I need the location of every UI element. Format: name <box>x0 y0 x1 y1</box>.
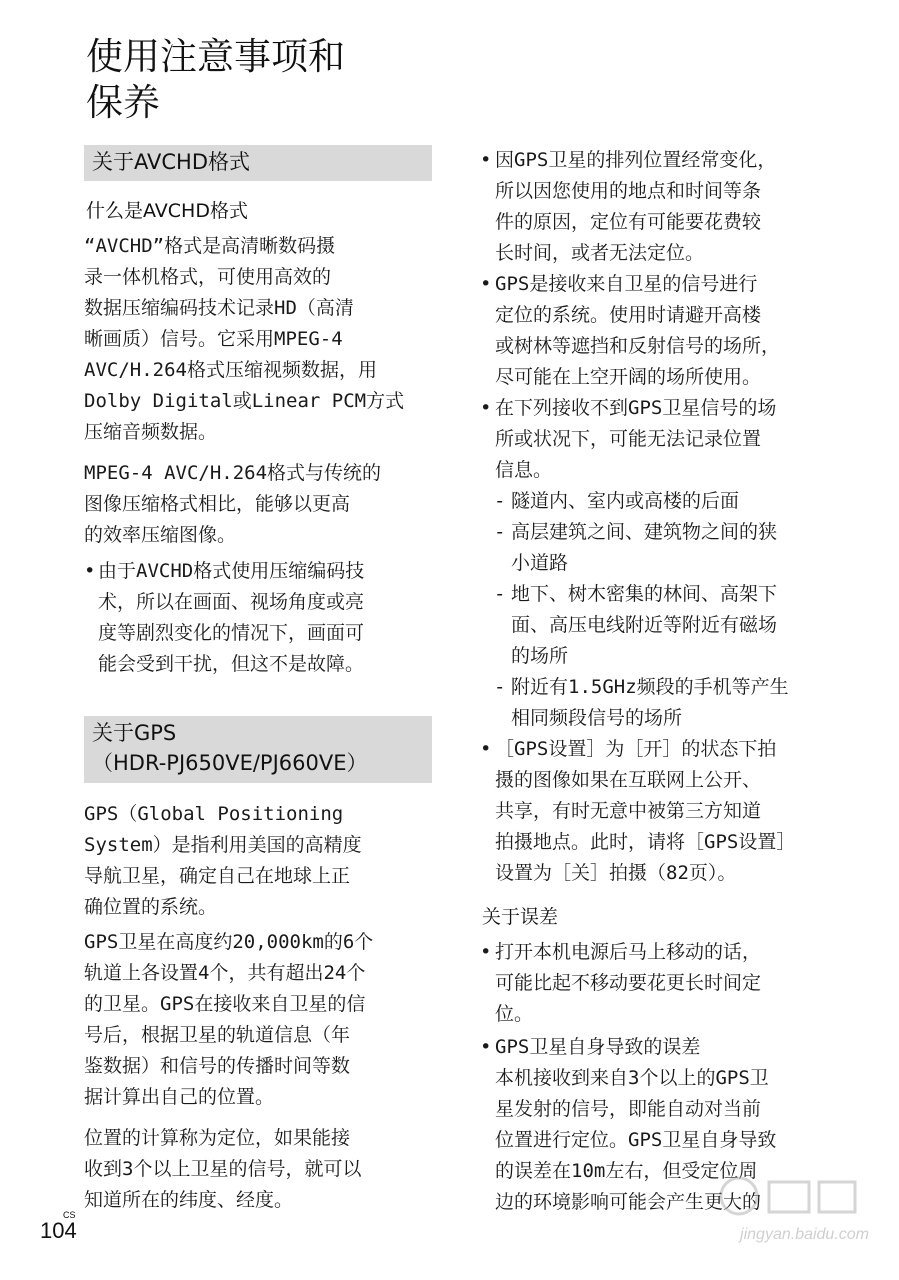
dash-marker: - <box>494 490 506 512</box>
text-line: 确位置的系统。 <box>84 896 218 918</box>
text-line: 术，所以在画面、视场角度或亮 <box>98 591 365 613</box>
bullet-satellite-position <box>495 145 776 269</box>
text-line: 的卫星。GPS在接收来自卫星的信 <box>84 993 366 1015</box>
text-line: 设置为［关］拍摄（82页）。 <box>495 862 737 884</box>
bullet-gps-setting <box>495 734 795 889</box>
page-number: 104 <box>40 1218 77 1243</box>
text-line: 的误差在10m左右，但受定位周 <box>495 1160 758 1182</box>
dash-item-underground <box>511 579 777 672</box>
page-language-code: CS <box>63 1210 76 1220</box>
text-line: 所以因您使用的地点和时间等条 <box>495 180 762 202</box>
text-line: 隧道内、室内或高楼的后面 <box>511 490 740 512</box>
text-line: 可能比起不移动要花更长时间定 <box>495 972 762 994</box>
dash-item-buildings <box>511 517 777 579</box>
text-line: 长时间，或者无法定位。 <box>495 242 705 264</box>
text-line: GPS是接收来自卫星的信号进行 <box>495 273 758 295</box>
subheading-errors: 关于误差 <box>482 906 559 928</box>
bullet-move-after-power <box>495 937 761 1030</box>
section-heading-gps-line-2: （HDR-PJ650VE/PJ660VE） <box>92 751 368 775</box>
text-line: 压缩音频数据。 <box>84 421 218 443</box>
text-line: 导航卫星，确定自己在地球上正 <box>84 865 351 887</box>
text-line: 收到3个以上卫星的信号，就可以 <box>84 1158 362 1180</box>
section-heading-gps-line-1: 关于GPS <box>92 721 177 745</box>
text-line: ［GPS设置］为［开］的状态下拍 <box>495 738 777 760</box>
text-line: 能会受到干扰，但这不是故障。 <box>98 653 365 675</box>
watermark <box>699 1168 869 1258</box>
text-line: 图像压缩格式相比，能够以更高 <box>84 493 351 515</box>
text-line: 定位的系统。使用时请避开高楼 <box>495 304 762 326</box>
text-line: 相同频段信号的场所 <box>511 707 683 729</box>
dash-marker: - <box>494 521 506 543</box>
bullet-marker: • <box>480 941 492 963</box>
text-line: Dolby Digital或Linear PCM方式 <box>84 390 405 412</box>
text-line: 所或状况下，可能无法记录位置 <box>495 428 762 450</box>
bullet-no-signal <box>495 393 776 486</box>
text-line: 附近有1.5GHz频段的手机等产生 <box>511 676 789 698</box>
paragraph-mpeg4 <box>84 458 381 551</box>
text-line: 在下列接收不到GPS卫星信号的场 <box>495 397 777 419</box>
text-line: 高层建筑之间、建筑物之间的狭 <box>511 521 778 543</box>
text-line: 轨道上各设置4个，共有超出24个 <box>84 962 366 984</box>
text-line: 知道所在的纬度、经度。 <box>84 1189 294 1211</box>
watermark-logo-icon <box>699 1168 869 1228</box>
text-line: GPS卫星在高度约20,000km的6个 <box>84 931 374 953</box>
text-line: MPEG-4 AVC/H.264格式与传统的 <box>84 462 382 484</box>
text-line: 地下、树木密集的林间、高架下 <box>511 583 778 605</box>
text-line: 据计算出自己的位置。 <box>84 1086 275 1108</box>
bullet-marker: • <box>84 560 96 582</box>
text-line: AVC/H.264格式压缩视频数据，用 <box>84 359 377 381</box>
text-line: System）是指利用美国的高精度 <box>84 834 362 856</box>
text-line: “AVCHD”格式是高清晰数码摄 <box>84 235 336 257</box>
page-title-line-1: 使用注意事项和 <box>86 35 345 78</box>
section-heading-avchd: 关于AVCHD格式 <box>84 145 432 181</box>
subheading-what-is-avchd: 什么是AVCHD格式 <box>86 200 248 222</box>
text-line: 晰画质）信号。它采用MPEG-4 <box>84 328 343 350</box>
text-line: 边的环境影响可能会产生更大的 <box>495 1191 762 1213</box>
bullet-avchd-interference <box>98 556 364 680</box>
paragraph-positioning <box>84 1123 361 1216</box>
text-line: GPS（Global Positioning <box>84 803 344 825</box>
bullet-marker: • <box>480 1036 492 1058</box>
bullet-marker: • <box>480 397 492 419</box>
section-heading-gps <box>84 716 432 783</box>
text-line: 打开本机电源后马上移动的话， <box>495 941 762 963</box>
text-line: 共享，有时无意中被第三方知道 <box>495 800 762 822</box>
text-line: 位置进行定位。GPS卫星自身导致 <box>495 1129 777 1151</box>
text-line: 拍摄地点。此时，请将［GPS设置］ <box>495 831 796 853</box>
text-line: 录一体机格式，可使用高效的 <box>84 266 332 288</box>
text-line: GPS卫星自身导致的误差 <box>495 1036 701 1058</box>
bullet-marker: • <box>480 738 492 760</box>
text-line: 位置的计算称为定位，如果能接 <box>84 1127 351 1149</box>
text-line: 的场所 <box>511 645 569 667</box>
text-line: 鉴数据）和信号的传播时间等数 <box>84 1055 351 1077</box>
bullet-marker: • <box>480 273 492 295</box>
text-line: 小道路 <box>511 552 569 574</box>
text-line: 的效率压缩图像。 <box>84 524 237 546</box>
text-line: 由于AVCHD格式使用压缩编码技 <box>98 560 365 582</box>
text-line: 件的原因，定位有可能要花费较 <box>495 211 762 233</box>
text-line: 位。 <box>495 1003 534 1025</box>
text-line: 号后，根据卫星的轨道信息（年 <box>84 1024 351 1046</box>
dash-item-tunnel <box>511 486 739 517</box>
bullet-marker: • <box>480 149 492 171</box>
paragraph-gps-satellites <box>84 927 373 1113</box>
watermark-text: jingyan.baidu.com <box>740 1226 869 1243</box>
dash-marker: - <box>494 583 506 605</box>
text-line: 本机接收到来自3个以上的GPS卫 <box>495 1067 769 1089</box>
page-title-line-2: 保养 <box>86 81 160 124</box>
text-line: 度等剧烈变化的情况下，画面可 <box>98 622 365 644</box>
text-line: 面、高压电线附近等附近有磁场 <box>511 614 778 636</box>
bullet-gps-receive <box>495 269 780 393</box>
paragraph-gps-definition <box>84 799 362 923</box>
text-line: 因GPS卫星的排列位置经常变化， <box>495 149 777 171</box>
text-line: 摄的图像如果在互联网上公开、 <box>495 769 762 791</box>
text-line: 数据压缩编码技术记录HD（高清 <box>84 297 354 319</box>
text-line: 尽可能在上空开阔的场所使用。 <box>495 366 762 388</box>
text-line: 信息。 <box>495 459 553 481</box>
text-line: 或树林等遮挡和反射信号的场所， <box>495 335 781 357</box>
dash-marker: - <box>494 676 506 698</box>
page-title <box>86 34 446 126</box>
dash-item-phones <box>511 672 789 734</box>
text-line: 星发射的信号，即能自动对当前 <box>495 1098 762 1120</box>
paragraph-avchd-intro <box>84 231 404 448</box>
